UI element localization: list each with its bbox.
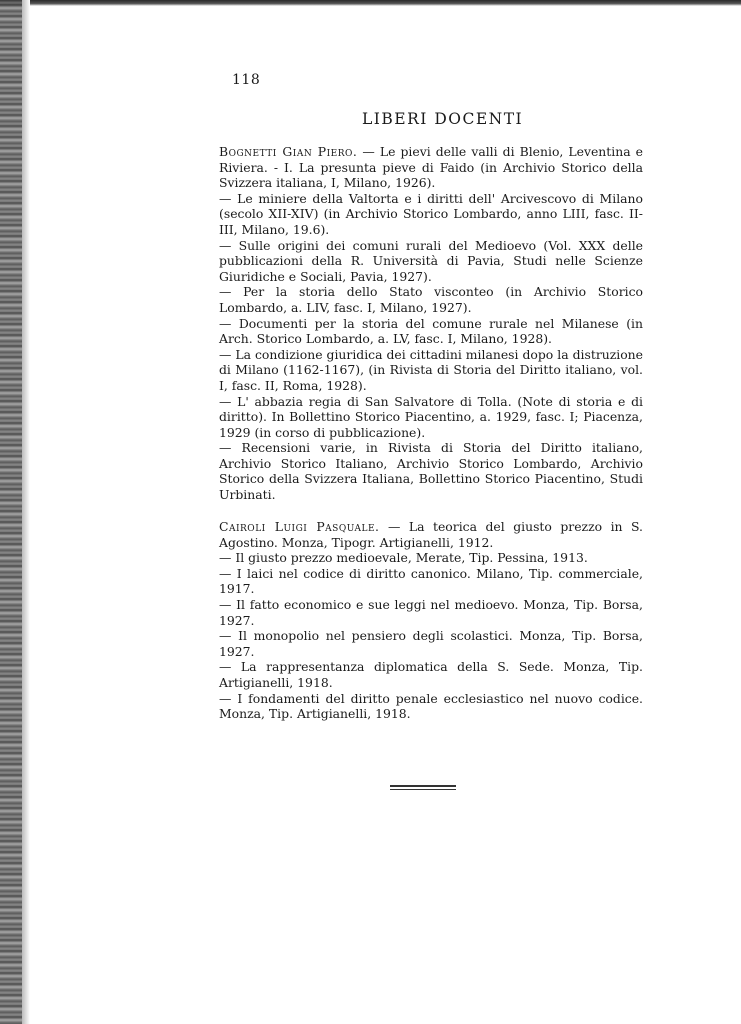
scan-binding-edge [0,0,22,1024]
entry-work: — I laici nel codice di diritto canonico. Milano, Tip. commerciale, 1917. [219,565,643,597]
closing-double-rule [390,785,456,792]
entry-work: — I fondamenti del diritto penale ecclesiastico nel nuovo codice. Monza, Tip. Artigianelli, 1918. [219,690,643,722]
entry-work: — Il monopolio nel pensiero degli scolastici. Monza, Tip. Borsa, 1927. [219,628,643,659]
entry-work: — Il fatto economico e sue leggi nel medioevo. Monza, Tip. Borsa, 1927. [219,596,643,628]
work-text: — La teorica del giusto prezzo in S. Agostino. Monza, Tipogr. Artigianelli, 1912. [219,519,643,550]
author-name: Bognetti Gian Piero. [219,144,358,159]
author-name: Cairoli Luigi Pasquale. [219,519,380,534]
entry-cairoli [219,519,643,722]
entry-work: — Per la storia dello Stato visconteo (in Archivio Storico Lombardo, a. LIV, fasc. I, Milano, 1927). [219,284,643,315]
section-title: LIBERI DOCENTI [362,110,524,128]
entry-work: — Il giusto prezzo medioevale, Merate, Tip. Pessina, 1913. [219,550,588,566]
entry-work: — L' abbazia regia di San Salvatore di Tolla. (Note di storia e di diritto). In Bollettino Storico Piacentino, a. 1929, fasc. I; Piacenza, 1929 (in corso di pubblicazione). [219,393,643,440]
entry-bognetti [219,144,643,503]
entry-work: — Sulle origini dei comuni rurali del Medioevo (Vol. XXX delle pubblicazioni della R. Università di Pavia, Studi nelle Scienze Giuridiche e Sociali, Pavia, 1927). [219,237,643,284]
entry-work: — Documenti per la storia del comune rurale nel Milanese (in Arch. Storico Lombardo, a. LV, fasc. I, Milano, 1928). [219,315,643,347]
entry-work: — Recensioni varie, in Rivista di Storia del Diritto italiano, Archivio Storico Italiano, Archivio Storico Lombardo, Archivio Storico della Svizzera Italiana, Bollettino Storico Piacentino, Studi Urbinati. [219,440,643,503]
scan-top-edge [0,0,741,6]
entry-work [219,519,643,550]
entry-work: — La condizione giuridica dei cittadini milanesi dopo la distruzione di Milano (1162-1167), (in Rivista di Storia del Diritto italiano, vol. I, fasc. II, Roma, 1928). [219,346,643,393]
scan-binding-shadow [22,0,30,1024]
entry-work: — La rappresentanza diplomatica della S. Sede. Monza, Tip. Artigianelli, 1918. [219,659,643,690]
page-number: 118 [232,72,261,88]
entry-work: — Le miniere della Valtorta e i diritti dell' Arcivescovo di Milano (secolo XII-XIV) (in Archivio Storico Lombardo, anno LIII, fasc. II-III, Milano, 19.6). [219,190,643,237]
rule-line [390,789,456,791]
work-text: — Le pievi delle valli di Blenio, Leventina e Riviera. - I. La presunta pieve di Faido (in Archivio Storico della Svizzera italiana, I, Milano, 1926). [219,144,643,191]
rule-line [390,785,456,787]
entry-work [219,144,643,191]
